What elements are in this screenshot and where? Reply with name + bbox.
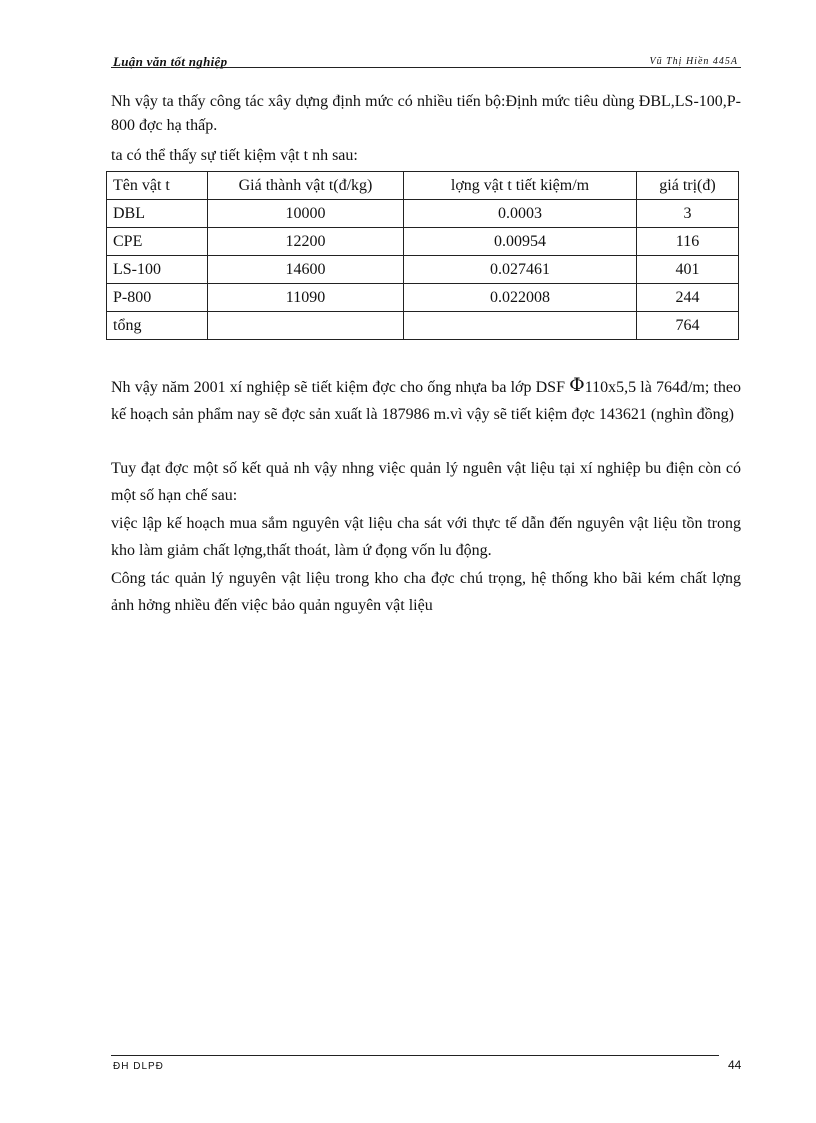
table-cell: 401 [637, 256, 739, 284]
table-row [107, 284, 739, 312]
table-cell: 0.022008 [404, 284, 637, 312]
table-cell: 0.027461 [404, 256, 637, 284]
table-cell: 3 [637, 200, 739, 228]
table-total-row [107, 312, 739, 340]
table-cell: 10000 [208, 200, 404, 228]
footer-institution: ĐH DLPĐ [113, 1061, 164, 1072]
table-cell: 0.00954 [404, 228, 637, 256]
paragraph-text: 110x5,5 là 764đ/m; theo kế hoạch sản phẩm nay sẽ đợc sản xuất là 187986 m.vì vậy sẽ tiết kiệm đợc 143621 (nghìn đồng) [111, 379, 742, 423]
diameter-symbol: Φ [569, 374, 585, 396]
table-cell: 11090 [208, 284, 404, 312]
page-number: 44 [728, 1058, 742, 1072]
table-row [107, 200, 739, 228]
paragraph-text: Nh vậy năm 2001 xí nghiệp sẽ tiết kiệm đợc cho ống nhựa ba lớp DSF [111, 379, 570, 396]
table-cell: 12200 [208, 228, 404, 256]
table-cell: 14600 [208, 256, 404, 284]
paragraph-intro: Nh vậy ta thấy công tác xây dựng định mức có nhiều tiến bộ:Định mức tiêu dùng ĐBL,LS-100,P-800 đợc hạ thấp. [111, 93, 741, 134]
table-row [107, 256, 739, 284]
table-row [107, 228, 739, 256]
running-header-author: Vũ Thị Hiền 445A [649, 56, 738, 67]
table-header-cell: lợng vật t tiết kiệm/m [404, 172, 637, 200]
running-header-title: Luận văn tốt nghiệp [113, 54, 228, 69]
table-header-cell: Tên vật t [107, 172, 208, 200]
paragraph-savings-summary [111, 372, 741, 428]
table-cell: 244 [637, 284, 739, 312]
paragraph-warehouse-issue: Công tác quản lý nguyên vật liệu trong kho cha đợc chú trọng, hệ thống kho bãi kém chất lợng ảnh hởng nhiều đến việc bảo quản nguyên vật liệu [111, 570, 741, 614]
table-cell: DBL [107, 200, 208, 228]
table-cell [208, 312, 404, 340]
table-header-cell: Giá thành vật t(đ/kg) [208, 172, 404, 200]
table-cell: 0.0003 [404, 200, 637, 228]
table-cell [404, 312, 637, 340]
paragraph-table-lead: ta có thể thấy sự tiết kiệm vật t nh sau: [111, 147, 358, 164]
header-divider [111, 67, 741, 68]
table-cell: tổng [107, 312, 208, 340]
table-cell: 116 [637, 228, 739, 256]
footer-divider [111, 1055, 719, 1056]
table-cell: LS-100 [107, 256, 208, 284]
table-header-row [107, 172, 739, 200]
paragraph-limitations: Tuy đạt đợc một số kết quả nh vậy nhng việc quản lý nguên vật liệu tại xí nghiệp bu điện còn có một số hạn chế sau: [111, 460, 741, 504]
material-savings-table [106, 171, 739, 340]
table-cell: 764 [637, 312, 739, 340]
table-cell: CPE [107, 228, 208, 256]
table-cell: P-800 [107, 284, 208, 312]
table-header-cell: giá trị(đ) [637, 172, 739, 200]
paragraph-purchasing-issue: việc lập kế hoạch mua sắm nguyên vật liệu cha sát với thực tế dẫn đến nguyên vật liệu tồn trong kho làm giảm chất lợng,thất thoát, làm ứ đọng vốn lu động. [111, 515, 741, 559]
